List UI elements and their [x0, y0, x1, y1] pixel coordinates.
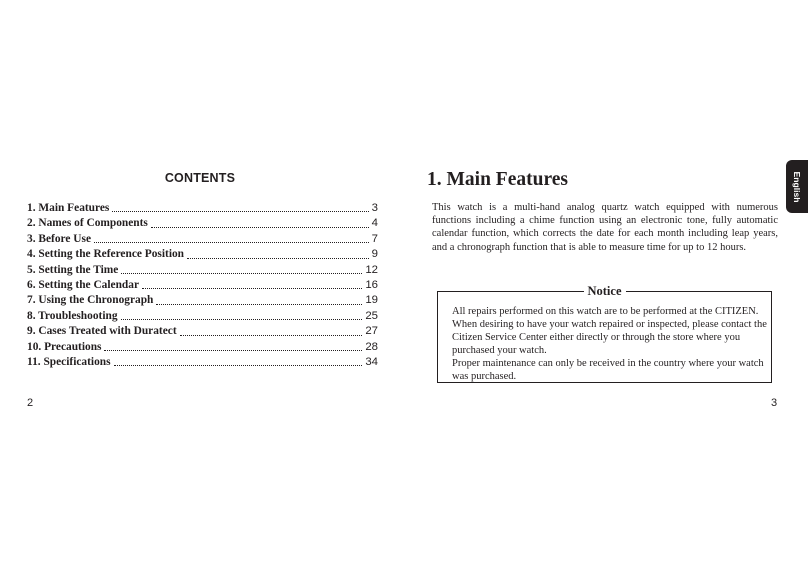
- toc-entry-label: 4. Setting the Reference Position: [27, 248, 185, 261]
- toc-entry[interactable]: [27, 355, 378, 370]
- toc-entry-page: 28: [365, 340, 378, 353]
- toc-entry-page: 16: [365, 278, 378, 291]
- toc-leader-dots: [142, 288, 362, 289]
- toc-leader-dots: [156, 304, 362, 305]
- toc-leader-dots: [180, 335, 363, 336]
- toc-entry[interactable]: [27, 216, 378, 231]
- notice-title: Notice: [583, 283, 625, 299]
- toc-entry-page: 7: [371, 232, 378, 245]
- toc-entry-page: 27: [365, 325, 378, 338]
- toc-entry-page: 12: [365, 263, 378, 276]
- toc-entry-label: 11. Specifications: [27, 355, 111, 368]
- toc-entry[interactable]: [27, 324, 378, 339]
- toc-entry-label: 8. Troubleshooting: [27, 309, 118, 322]
- toc-entry[interactable]: [27, 340, 378, 355]
- toc-leader-dots: [187, 258, 369, 259]
- toc-entry-label: 3. Before Use: [27, 232, 91, 245]
- toc-entry-page: 19: [365, 294, 378, 307]
- toc-entry-page: 25: [365, 309, 378, 322]
- table-of-contents: [27, 201, 378, 370]
- toc-entry[interactable]: [27, 201, 378, 216]
- toc-entry[interactable]: [27, 247, 378, 262]
- notice-body: [452, 305, 767, 384]
- toc-entry-label: 9. Cases Treated with Duratect: [27, 325, 177, 338]
- toc-leader-dots: [151, 227, 369, 228]
- toc-leader-dots: [121, 273, 362, 274]
- toc-entry-page: 34: [365, 355, 378, 368]
- toc-leader-dots: [112, 211, 368, 212]
- toc-entry[interactable]: [27, 263, 378, 278]
- toc-entry[interactable]: [27, 309, 378, 324]
- language-tab: [786, 160, 808, 213]
- toc-entry-label: 1. Main Features: [27, 201, 110, 214]
- toc-leader-dots: [121, 319, 363, 320]
- toc-entry-page: 9: [371, 248, 378, 261]
- intro-paragraph: This watch is a multi-hand analog quartz watch equipped with numerous functions including a chime function using an electronic tone, fully automatic calendar function, which corrects the date for each month including leap years, and a chronograph function that is able to measure time for up to 12 hours.: [432, 202, 778, 253]
- language-tab-label: English: [792, 170, 802, 203]
- toc-leader-dots: [104, 350, 362, 351]
- toc-leader-dots: [94, 242, 369, 243]
- toc-entry[interactable]: [27, 278, 378, 293]
- toc-entry-label: 5. Setting the Time: [27, 263, 119, 276]
- toc-entry[interactable]: [27, 293, 378, 308]
- toc-entry-label: 2. Names of Components: [27, 217, 148, 230]
- notice-paragraph: All repairs performed on this watch are to be performed at the CITIZEN. When desiring to have your watch repaired or inspected, please contact the Citizen Service Center either directly or through the store where you purchased your watch.: [452, 306, 767, 357]
- toc-entry-label: 7. Using the Chronograph: [27, 294, 154, 307]
- toc-entry-page: 4: [371, 217, 378, 230]
- left-page-number: 2: [27, 397, 34, 409]
- toc-entry-page: 3: [371, 201, 378, 214]
- notice-box: [437, 284, 772, 383]
- toc-entry-label: 10. Precautions: [27, 340, 102, 353]
- right-page-number: 3: [771, 397, 778, 409]
- toc-entry-label: 6. Setting the Calendar: [27, 278, 140, 291]
- section-title: 1. Main Features: [427, 169, 568, 190]
- toc-leader-dots: [114, 365, 363, 366]
- notice-paragraph: Proper maintenance can only be received in the country where your watch was purchased.: [452, 358, 764, 383]
- toc-entry[interactable]: [27, 232, 378, 247]
- contents-heading: CONTENTS: [164, 171, 236, 185]
